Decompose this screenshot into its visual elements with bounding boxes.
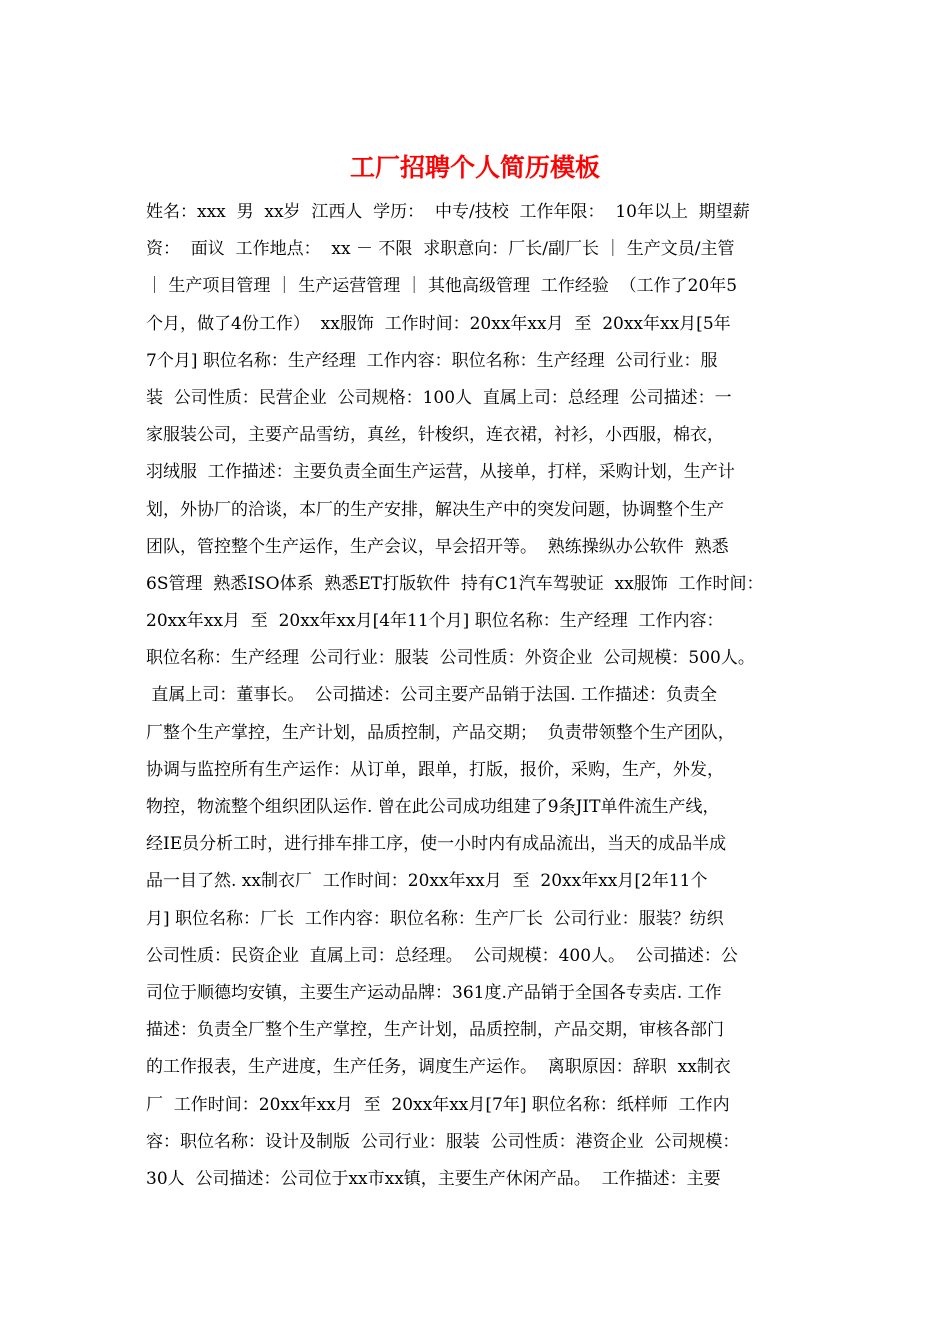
document-title: 工厂招聘个人简历模板	[349, 153, 600, 182]
body-line: 厂 工作时间：20xx年xx月 至 20xx年xx月[7年] 职位名称：纸样师 工作内	[146, 1094, 730, 1115]
body-line: 描述：负责全厂整个生产掌控，生产计划，品质控制，产品交期，审核各部门	[146, 1020, 724, 1041]
body-line: 公司性质：民资企业 直属上司：总经理。 公司规模：400人。 公司描述：公	[146, 945, 738, 966]
body-line: 姓名：xxx 男 xx岁 江西人 学历： 中专/技校 工作年限： 10年以上 期望薪	[146, 202, 750, 222]
body-line: 资： 面议 工作地点： xx － 不限 求职意向：厂长/副厂长 ｜ 生产文员/主管	[146, 239, 735, 260]
body-line: 职位名称：生产经理 公司行业：服装 公司性质：外资企业 公司规模：500人。	[146, 648, 755, 669]
body-line: 月] 职位名称：厂长 工作内容：职位名称：生产厂长 公司行业：服装？纺织	[146, 908, 724, 929]
body-line: 个月，做了4份工作） xx服饰 工作时间：20xx年xx月 至 20xx年xx月[5年	[146, 313, 731, 334]
body-line: 划，外协厂的洽谈，本厂的生产安排，解决生产中的突发问题，协调整个生产	[146, 499, 724, 520]
body-line: 物控，物流整个组织团队运作. 曾在此公司成功组建了9条JIT单件流生产线，	[146, 797, 720, 817]
body-line: 家服装公司，主要产品雪纺，真丝，针梭织，连衣裙，衬衫，小西服，棉衣，	[146, 425, 724, 446]
body-line: 团队，管控整个生产运作，生产会议，早会招开等。 熟练操纵办公软件 熟悉	[146, 536, 729, 557]
body-line: 的工作报表，生产进度，生产任务，调度生产运作。 离职原因：辞职 xx制衣	[146, 1057, 731, 1078]
body-line: 经IE员分析工时，进行排车排工序，使一小时内有成品流出，当天的成品半成	[146, 834, 727, 855]
body-line: 司位于顺德均安镇，主要生产运动品牌：361度.产品销于全国各专卖店. 工作	[146, 982, 722, 1003]
body-line: 20xx年xx月 至 20xx年xx月[4年11个月] 职位名称：生产经理 工作内容：	[146, 611, 724, 632]
body-line: ｜ 生产项目管理 ｜ 生产运营管理 ｜ 其他高级管理 工作经验 （工作了20年5	[146, 276, 738, 297]
body-line: 30人 公司描述：公司位于xx市xx镇，主要生产休闲产品。 工作描述：主要	[146, 1168, 721, 1189]
body-line: 品一目了然. xx制衣厂 工作时间：20xx年xx月 至 20xx年xx月[2年11个	[146, 871, 708, 892]
body-line: 容：职位名称：设计及制版 公司行业：服装 公司性质：港资企业 公司规模：	[146, 1131, 740, 1152]
body-line: 厂整个生产掌控，生产计划，品质控制，产品交期； 负责带领整个生产团队，	[146, 722, 735, 743]
document-body	[146, 194, 826, 1198]
body-line: 羽绒服 工作描述：主要负责全面生产运营，从接单，打样，采购计划，生产计	[146, 462, 735, 483]
body-line: 装 公司性质：民营企业 公司规格：100人 直属上司：总经理 公司描述：一	[146, 387, 732, 408]
body-line: 直属上司：董事长。 公司描述：公司主要产品销于法国. 工作描述：负责全	[146, 685, 718, 706]
body-line: 7个月] 职位名称：生产经理 工作内容：职位名称：生产经理 公司行业：服	[146, 350, 718, 371]
body-line: 6S管理 熟悉ISO体系 熟悉ET打版软件 持有C1汽车驾驶证 xx服饰 工作时间：	[146, 573, 764, 594]
body-line: 协调与监控所有生产运作：从订单，跟单，打版，报价，采购，生产，外发，	[146, 759, 724, 780]
